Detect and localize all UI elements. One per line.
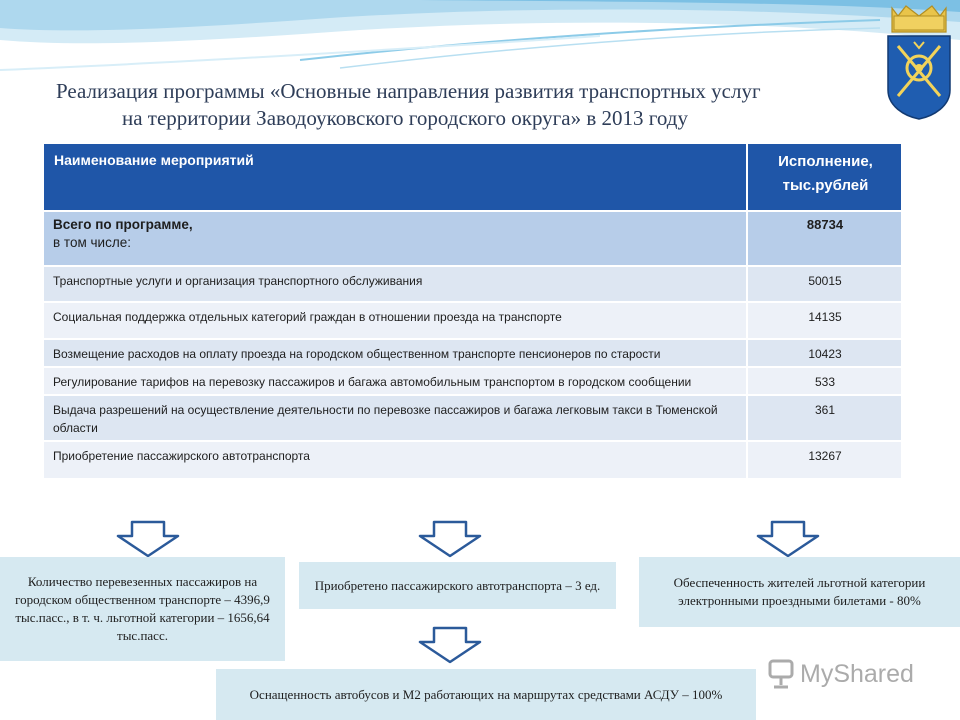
row-name: Возмещение расходов на оплату проезда на городском общественном транспорте пенсионеров по старости [43, 339, 747, 367]
myshared-logo-icon [768, 659, 794, 689]
total-label: Всего по программе, [53, 217, 193, 232]
result-passengers-box: Количество перевезенных пассажиров на городском общественном транспорте – 4396,9 тыс.пасс., в т. ч. льготной категории – 1656,64 тыс.пасс. [0, 557, 285, 661]
header-execution-line-1: Исполнение, [778, 153, 873, 170]
result-vehicles-box: Приобретено пассажирского автотранспорта – 3 ед. [299, 562, 616, 609]
table-row [43, 339, 902, 367]
result-tickets-box: Обеспеченность жителей льготной категории электронными проездными билетами - 80% [639, 557, 960, 627]
watermark-text: MyShared [800, 659, 914, 688]
table-row [43, 367, 902, 395]
down-arrow-icon [116, 520, 180, 558]
table-row [43, 395, 902, 441]
row-name: Транспортные услуги и организация транспортного обслуживания [43, 266, 747, 302]
table-row [43, 302, 902, 339]
total-value: 88734 [747, 211, 902, 266]
row-name: Выдача разрешений на осуществление деятельности по перевозке пассажиров и багажа легковым такси в Тюменской области [43, 395, 747, 441]
row-value: 361 [747, 395, 902, 441]
title-line-1: Реализация программы «Основные направления развития транспортных услуг [56, 79, 761, 103]
down-arrow-icon [756, 520, 820, 558]
row-name: Приобретение пассажирского автотранспорта [43, 441, 747, 479]
result-asdu-box: Оснащенность автобусов и М2 работающих на маршрутах средствами АСДУ – 100% [216, 669, 756, 720]
table-row [43, 266, 902, 302]
row-value: 50015 [747, 266, 902, 302]
title-line-2: на территории Заводоуковского городского округа» в 2013 году [122, 106, 688, 130]
coat-of-arms-icon [884, 2, 954, 120]
row-value: 533 [747, 367, 902, 395]
header-execution-line-2: тыс.рублей [782, 177, 869, 194]
header-name: Наименование мероприятий [43, 143, 747, 211]
total-label-cell [43, 211, 747, 266]
row-value: 14135 [747, 302, 902, 339]
row-name: Социальная поддержка отдельных категорий граждан в отношении проезда на транспорте [43, 302, 747, 339]
table-header-row [43, 143, 902, 211]
row-name: Регулирование тарифов на перевозку пассажиров и багажа автомобильным транспортом в городском сообщении [43, 367, 747, 395]
down-arrow-icon [418, 626, 482, 664]
row-value: 10423 [747, 339, 902, 367]
header-execution [747, 143, 902, 211]
myshared-watermark [768, 656, 928, 692]
page-title [52, 78, 872, 132]
down-arrow-icon [418, 520, 482, 558]
row-value: 13267 [747, 441, 902, 479]
program-table [42, 142, 903, 480]
total-row [43, 211, 902, 266]
table-row [43, 441, 902, 479]
total-sublabel: в том числе: [53, 235, 131, 250]
